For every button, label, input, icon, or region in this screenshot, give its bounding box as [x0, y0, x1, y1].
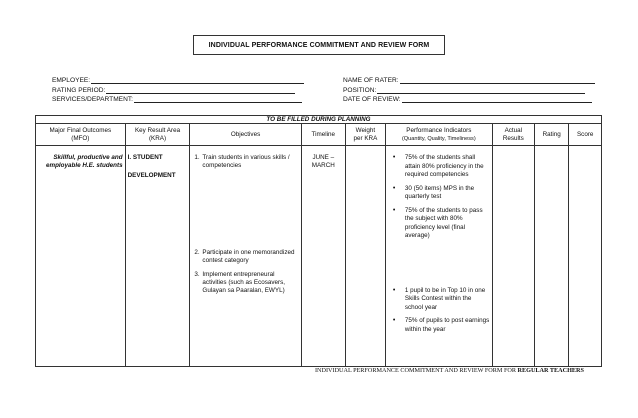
weight-header	[345, 124, 385, 146]
weight-header-sub: per KRA	[353, 134, 378, 142]
objective-number: 3.	[194, 271, 200, 278]
table-row	[36, 146, 602, 367]
timeline-text-line1: JUNE –	[312, 154, 335, 161]
timeline-cell	[301, 146, 345, 367]
objectives-header: Objectives	[190, 124, 301, 146]
indicator-item	[388, 185, 490, 202]
date-of-review-label: DATE OF REVIEW:	[343, 96, 401, 103]
objective-text: Train students in various skills / competencies	[202, 154, 290, 169]
actual-header-sub: Results	[502, 134, 524, 142]
date-of-review-field[interactable]	[402, 95, 592, 103]
mfo-text-line2: employable H.E. students	[45, 162, 123, 169]
position-label: POSITION:	[343, 86, 377, 94]
objectives-cell	[190, 146, 301, 367]
mfo-header-sub: (MFO)	[71, 134, 90, 142]
objective-item	[192, 249, 298, 265]
employee-field[interactable]	[91, 76, 304, 84]
kra-cell	[125, 146, 190, 367]
indicator-text: 75% of the students shall attain 80% proficiency in the required competencies	[404, 154, 484, 178]
pi-header-label: Performance Indicators	[406, 126, 472, 134]
indicator-text: 75% of the students to pass the subject with 80% proficiency level (final average)	[404, 206, 483, 239]
score-header: Score	[569, 124, 602, 146]
employee-info-block	[52, 76, 304, 105]
mfo-header-label: Major Final Outcomes	[49, 126, 112, 134]
bullet-icon: •	[392, 317, 396, 324]
pi-header-sub: (Quantity, Quality, Timeliness)	[401, 135, 476, 142]
rater-label: NAME OF RATER:	[343, 77, 399, 84]
rating-period-field[interactable]	[106, 86, 295, 94]
services-department-label: SERVICES/DEPARTMENT:	[52, 96, 133, 103]
indicator-text: 30 (50 items) MPS in the quarterly test	[404, 184, 475, 200]
rater-info-block	[343, 76, 595, 105]
mfo-text-line1: Skillful, productive and	[53, 154, 123, 161]
employee-label: EMPLOYEE:	[52, 77, 91, 84]
weight-header-label: Weight	[355, 126, 376, 134]
banner-row	[36, 116, 602, 124]
header-row	[36, 124, 602, 146]
score-cell[interactable]	[569, 146, 602, 367]
objective-number: 1.	[194, 154, 200, 161]
objective-text: Participate in one memorandized contest category	[202, 249, 295, 264]
date-of-review-row	[343, 95, 595, 105]
kra-text-line1: I. STUDENT	[127, 154, 163, 161]
rating-period-label: RATING PERIOD:	[52, 86, 106, 94]
timeline-header: Timeline	[301, 124, 345, 146]
kra-header-sub: (KRA)	[148, 134, 167, 142]
actual-results-cell[interactable]	[492, 146, 534, 367]
objective-number: 2.	[194, 249, 200, 256]
form-title: INDIVIDUAL PERFORMANCE COMMITMENT AND REVIEW FORM	[193, 35, 445, 55]
ipcr-table	[35, 115, 602, 367]
rating-period-row	[52, 86, 304, 96]
rating-header: Rating	[534, 124, 569, 146]
employee-row	[52, 76, 304, 86]
indicator-item	[388, 154, 490, 180]
position-row	[343, 86, 595, 96]
services-department-row	[52, 95, 304, 105]
bullet-icon: •	[392, 154, 396, 161]
performance-indicators-cell	[385, 146, 492, 367]
objective-text: Implement entrepreneural activities (such as Ecosavers, Gulayan sa Paaralan, EWYL)	[202, 271, 286, 294]
footer-bold-text: REGULAR TEACHERS	[517, 367, 584, 374]
performance-indicators-header	[385, 124, 492, 146]
form-footer	[315, 367, 584, 374]
rater-field[interactable]	[400, 76, 595, 84]
mfo-cell	[36, 146, 126, 367]
kra-text-line2: DEVELOPMENT	[127, 172, 176, 179]
kra-header	[125, 124, 190, 146]
indicator-item	[388, 207, 490, 241]
timeline-text-line2: MARCH	[311, 162, 335, 169]
position-field[interactable]	[377, 86, 585, 94]
indicator-text: 75% of pupils to post earnings within the year	[404, 317, 490, 333]
mfo-header	[36, 124, 126, 146]
indicator-text: 1 pupil to be in Top 10 in one Skills Contest within the school year	[404, 286, 486, 311]
actual-header-label: Actual	[504, 126, 523, 134]
planning-banner: TO BE FILLED DURING PLANNING	[36, 116, 602, 124]
bullet-icon: •	[392, 184, 396, 192]
indicator-item	[388, 317, 490, 334]
rating-cell[interactable]	[534, 146, 569, 367]
bullet-icon: •	[392, 286, 396, 294]
actual-results-header	[492, 124, 534, 146]
weight-cell[interactable]	[345, 146, 385, 367]
bullet-icon: •	[392, 206, 396, 214]
services-department-field[interactable]	[134, 95, 302, 103]
rater-row	[343, 76, 595, 86]
footer-text: INDIVIDUAL PERFORMANCE COMMITMENT AND REVIEW FORM FOR	[315, 367, 518, 374]
objective-item	[192, 154, 298, 170]
indicator-item	[388, 287, 490, 313]
objective-item	[192, 271, 298, 295]
kra-header-label: Key Result Area	[134, 126, 181, 134]
